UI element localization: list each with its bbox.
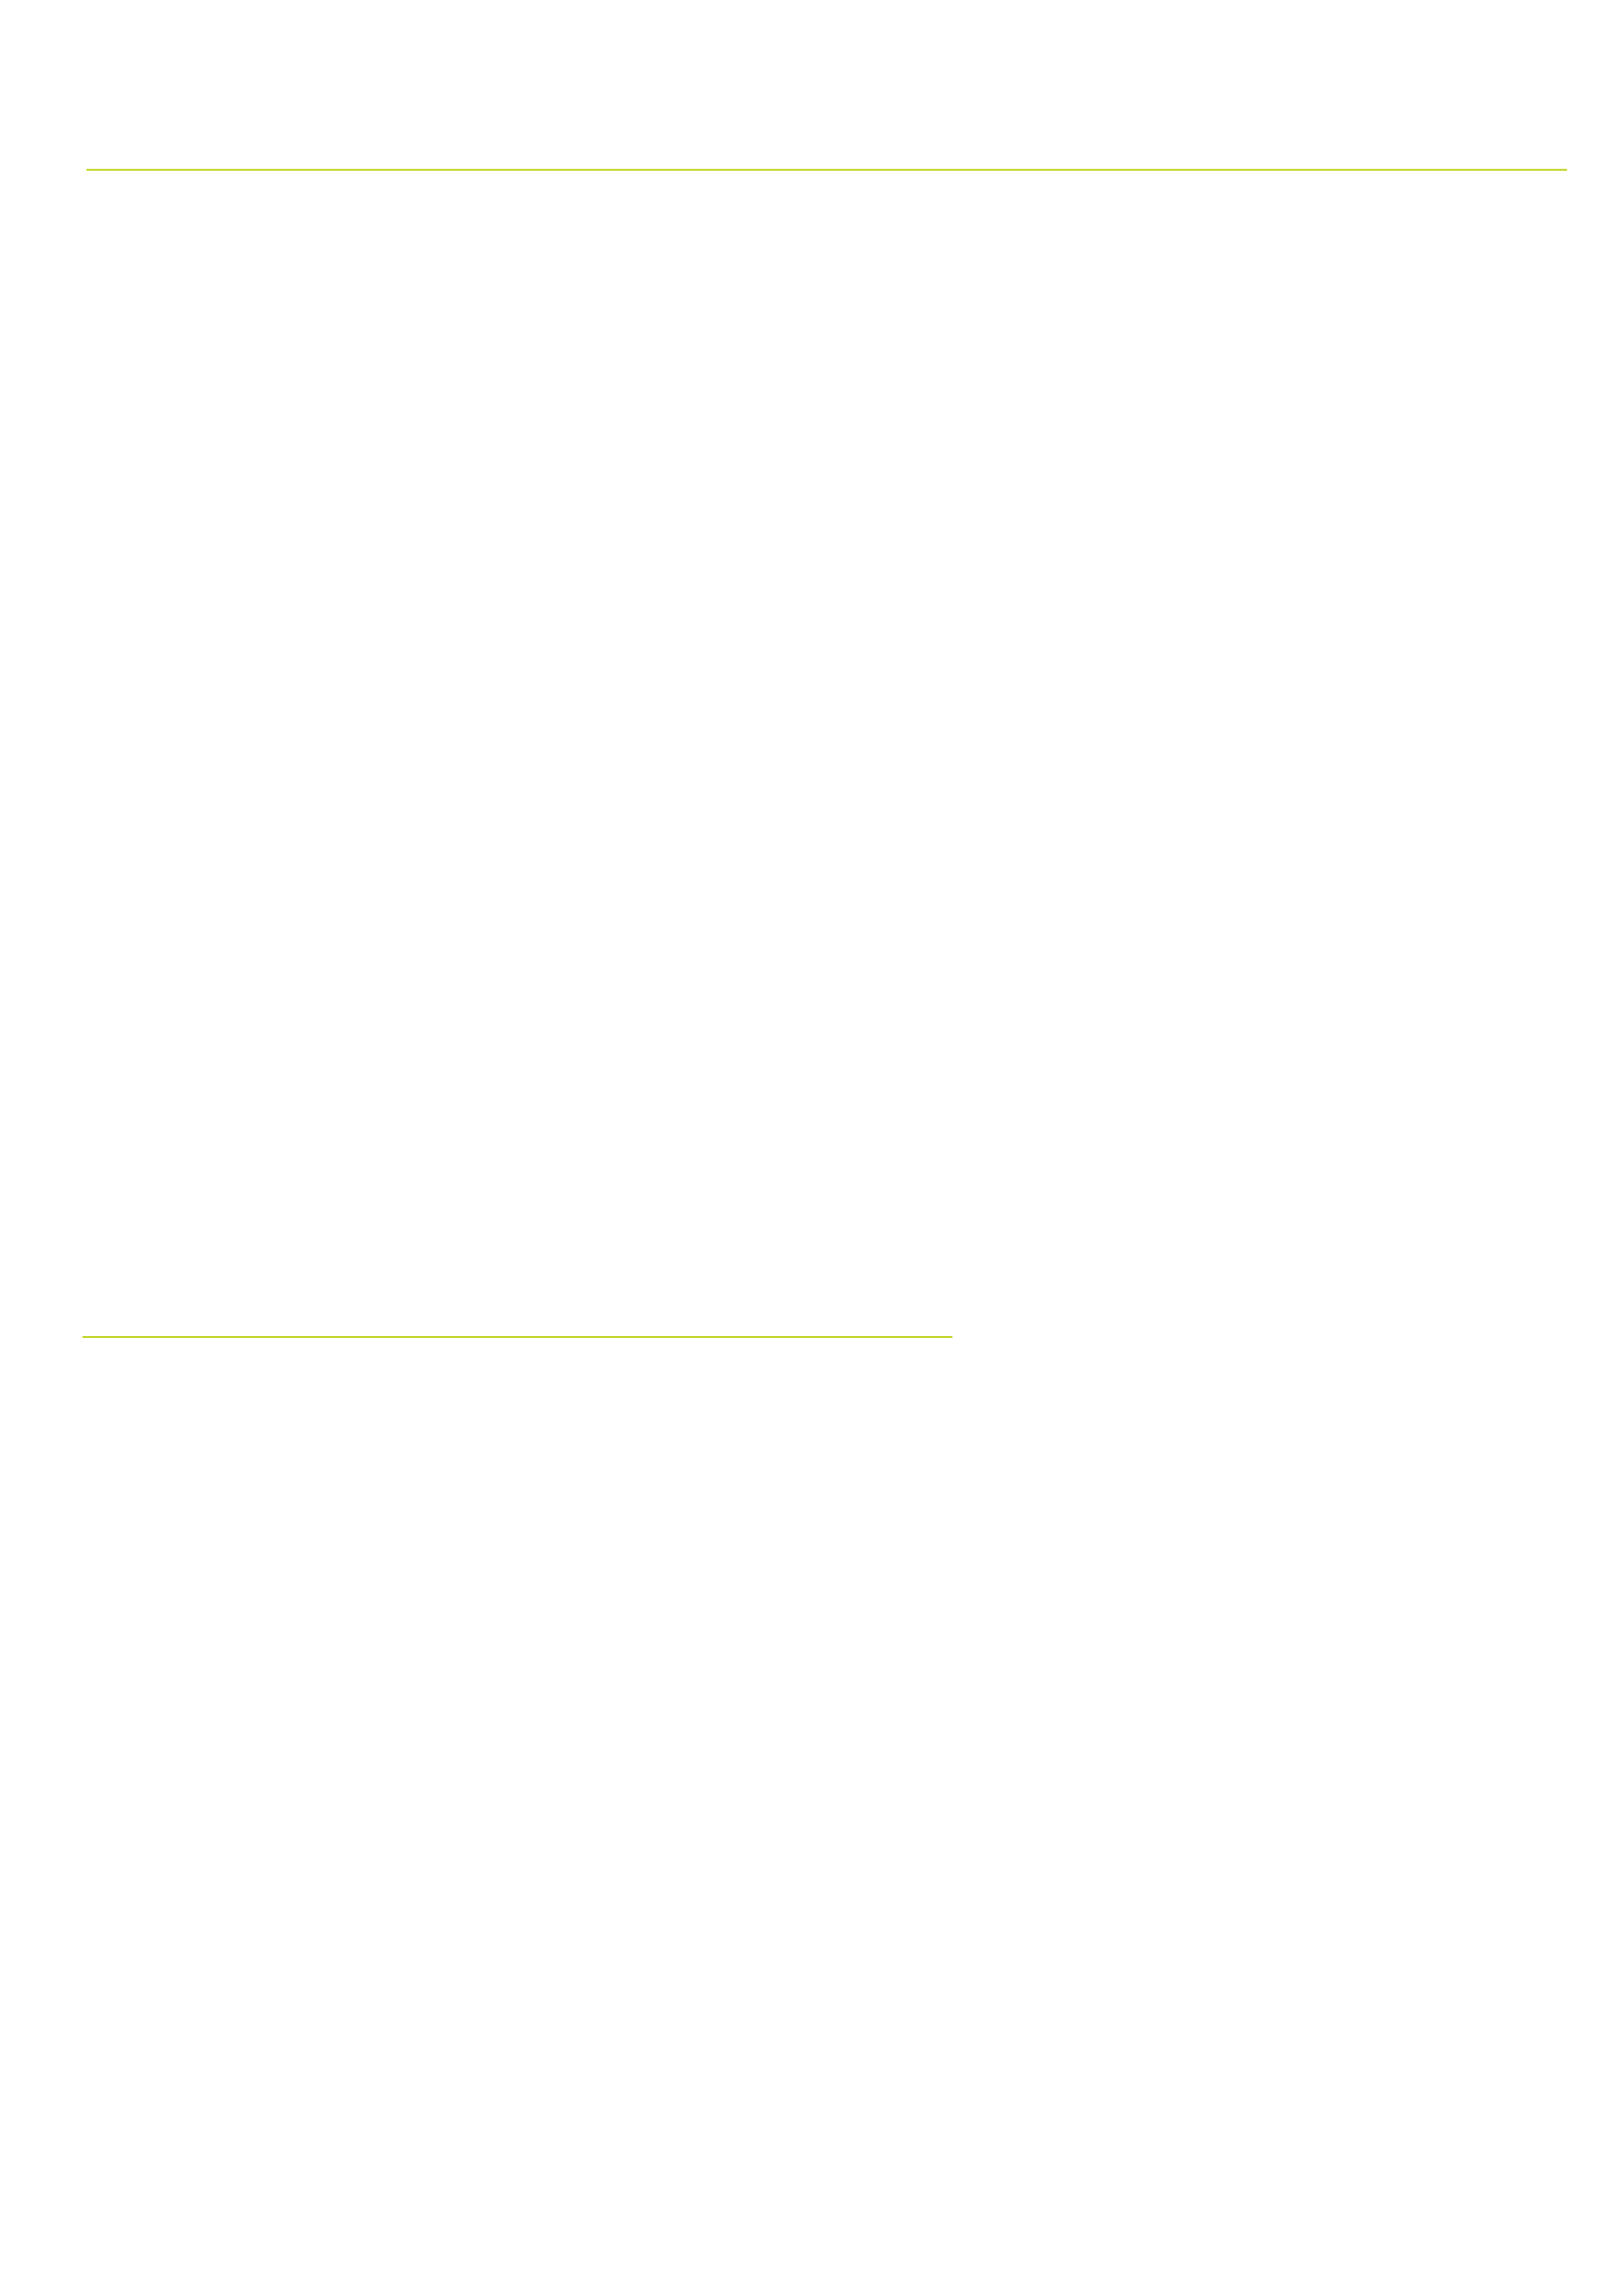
pipe-section-rule [86, 169, 1567, 171]
sheet-section-rule [82, 1336, 952, 1338]
